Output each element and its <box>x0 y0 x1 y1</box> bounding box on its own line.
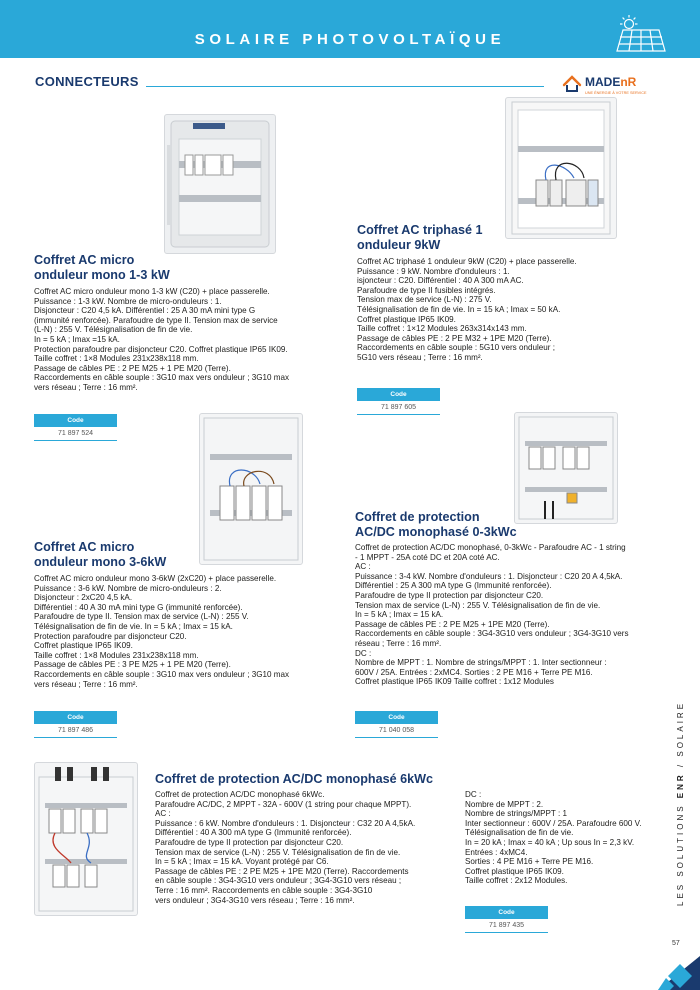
brand-name-accent: nR <box>620 75 637 89</box>
code-label: Code <box>357 388 440 401</box>
brand-name-main: MADE <box>585 75 621 89</box>
product-title-ac-triphase-9kw: Coffret AC triphasé 1 onduleur 9kW <box>357 223 483 252</box>
product-title-ac-micro-1-3kw: Coffret AC micro onduleur mono 1-3 kW <box>34 253 170 282</box>
house-logo-icon <box>562 74 582 94</box>
section-title: CONNECTEURS <box>35 74 139 89</box>
sidebar-label: LES SOLUTIONS ENR / SOLAIRE <box>676 700 685 906</box>
header-title: SOLAIRE PHOTOVOLTAÏQUE <box>194 31 506 48</box>
product-image-ac-dc-6kwc <box>34 762 138 916</box>
solar-panel-icon <box>611 14 667 54</box>
product-image-ac-micro-3-6kw <box>199 413 303 565</box>
sidebar-brand: ENR <box>676 772 685 799</box>
product-title-ac-micro-3-6kw: Coffret AC micro onduleur mono 3-6kW <box>34 540 167 569</box>
product-image-ac-micro-1-3kw <box>164 114 276 254</box>
code-label: Code <box>465 906 548 919</box>
product-code-ac-micro-3-6kw: 71 897 486 <box>34 724 117 738</box>
product-code-ac-micro-1-3kw: 71 897 524 <box>34 427 117 441</box>
product-title-ac-dc-0-3kwc: Coffret de protection AC/DC monophasé 0-3kWc <box>355 510 517 539</box>
corner-decoration <box>622 950 700 990</box>
header-banner <box>0 0 700 58</box>
product-image-ac-triphase-9kw <box>505 97 617 239</box>
product-code-ac-dc-6kwc: 71 897 435 <box>465 919 548 933</box>
product-description-ac-triphase-9kw: Coffret AC triphasé 1 onduleur 9kW (C20) + place passerelle. Puissance : 9 kW. Nombre d'onduleurs : 1. isjoncteur : C20. Différentiel : 40 A 300 mA AC. Parafoudre de type II fusibles intégrés. Tension max de service (L-N) : 275 V. Télésignalisation de fin de vie. In = 15 kA ; Imax = 50 kA. Coffret plastique IP65 IK09. Taille coffret : 1×12 Modules 263x314x143 mm. Passage de câbles PE : 2 PE M32 + 1PE M20 (Terre). Raccordements en câble souple : 5G10 vers onduleur ; 5G10 vers réseau ; Terre : 16 mm². <box>357 257 577 362</box>
section-divider <box>146 86 544 87</box>
brand-tagline: UNE ÉNERGIE À VOTRE SERVICE <box>585 91 647 95</box>
code-label: Code <box>34 711 117 724</box>
product-code-ac-dc-0-3kwc: 71 040 058 <box>355 724 438 738</box>
product-description-ac-micro-1-3kw: Coffret AC micro onduleur mono 1-3 kW (C20) + place passerelle. Puissance : 1-3 kW. Nombre de micro-onduleurs : 1. Disjoncteur : C20 4,5 kA. Différentiel : 25 A 30 mA mini type G (immunité renforcée). Parafoudre de type II. Tension max de service (L-N) : 255 V. Télésignalisation de fin de vie. In = 5 kA ; Imax =15 kA. Protection parafoudre par disjoncteur C20. Coffret plastique IP65 IK09. Taille coffret : 1×8 Modules 231x238x118 mm. Passage de câbles PE : 2 PE M25 + 1 PE M20 (Terre). Raccordements en câble souple : 3G10 max vers onduleur ; 3G10 max vers réseau ; Terre : 16 mm². <box>34 287 290 392</box>
code-label: Code <box>355 711 438 724</box>
product-title-ac-dc-6kwc: Coffret de protection AC/DC monophasé 6kWc <box>155 772 434 786</box>
product-description-ac-micro-3-6kw: Coffret AC micro onduleur mono 3-6kW (2xC20) + place passerelle. Puissance : 3-6 kW. Nombre de micro-onduleurs : 2. Disjoncteur : 2xC20 4,5 kA. Différentiel : 40 A 30 mA mini type G (immunité renforcée). Parafoudre de type II. Tension max de service (L-N) : 255 V. Télésignalisation de fin de vie. In = 5 kA ; Imax = 15 kA. Protection parafoudre par disjoncteur C20. Coffret plastique IP65 IK09. Taille coffret : 1×8 Modules 231x238x118 mm. Passage de câbles PE : 3 PE M25 + 1 PE M20 (Terre). Raccordements en câble souple : 3G10 max vers onduleur ; 3G10 max vers réseau ; Terre : 16 mm². <box>34 574 290 689</box>
product-image-ac-dc-0-3kwc <box>514 412 618 524</box>
product-description-ac-dc-6kwc: Coffret de protection AC/DC monophasé 6kWc. Parafoudre AC/DC, 2 MPPT - 32A - 600V (1 string pour chaque MPPT). AC : Puissance : 6 kW. Nombre d'onduleurs : 1. Disjoncteur : C32 20 A 4,5kA. Différentiel : 40 A 300 mA type G (Immunité renforcée). Parafoudre de type II protection par disjoncteur C20. Tension max de service (L-N) : 255 V. Télésignalisation de fin de vie. In = 5 kA ; Imax = 15 kA. Voyant protégé par C6. Passage de câbles PE : 2 PE M25 + 1PE M20 (Terre). Raccordements en câble souple : 3G4-3G10 vers onduleur ; 3G4-3G10 vers réseau ; Terre : 16 mm². Raccordements en câble souple : 3G4-3G10 vers onduleur ; 3G4-3G10 vers réseau ; Terre : 16 mm². <box>155 790 416 905</box>
product-description-ac-dc-0-3kwc: Coffret de protection AC/DC monophasé, 0-3kWc - Parafoudre AC - 1 string - 1 MPPT - 25A coté DC et 20A coté AC. AC : Puissance : 3-4 kW. Nombre d'onduleurs : 1. Disjoncteur : C20 20 A 4,5kA. Différentiel : 25 A 300 mA type G (Immunité renforcée). Parafoudre de type II protection par disjoncteur C20. Tension max de service (L-N) : 255 V. Télésignalisation de fin de vie. In = 5 kA ; Imax = 15 kA. Passage de câbles PE : 2 PE M25 + 1PE M20 (Terre). Raccordements en câble souple : 3G4-3G10 vers onduleur ; 3G4-3G10 vers réseau ; Terre : 16 mm². DC : Nombre de MPPT : 1. Nombre de strings/MPPT : 1. Inter sectionneur : 600V / 25A. Entrées : 2xMC4. Sorties : 2 PE M16 + Terre PE M16. Coffret plastique IP65 IK09 Taille coffret : 1x12 Modules <box>355 543 629 687</box>
product-description-ac-dc-6kwc-dc: DC : Nombre de MPPT : 2. Nombre de strings/MPPT : 1 Inter sectionneur : 600V / 25A. Parafoudre 600 V. Télésignalisation de fin de vie. In = 20 kA ; Imax = 40 kA ; Up sous In = 2,3 kV. Entrées : 4xMC4. Sorties : 4 PE M16 + Terre PE M16. Coffret plastique IP65 IK09. Taille coffret : 2x12 Modules. <box>465 790 642 886</box>
product-code-ac-triphase-9kw: 71 897 605 <box>357 401 440 415</box>
page-number: 57 <box>672 940 680 947</box>
code-label: Code <box>34 414 117 427</box>
